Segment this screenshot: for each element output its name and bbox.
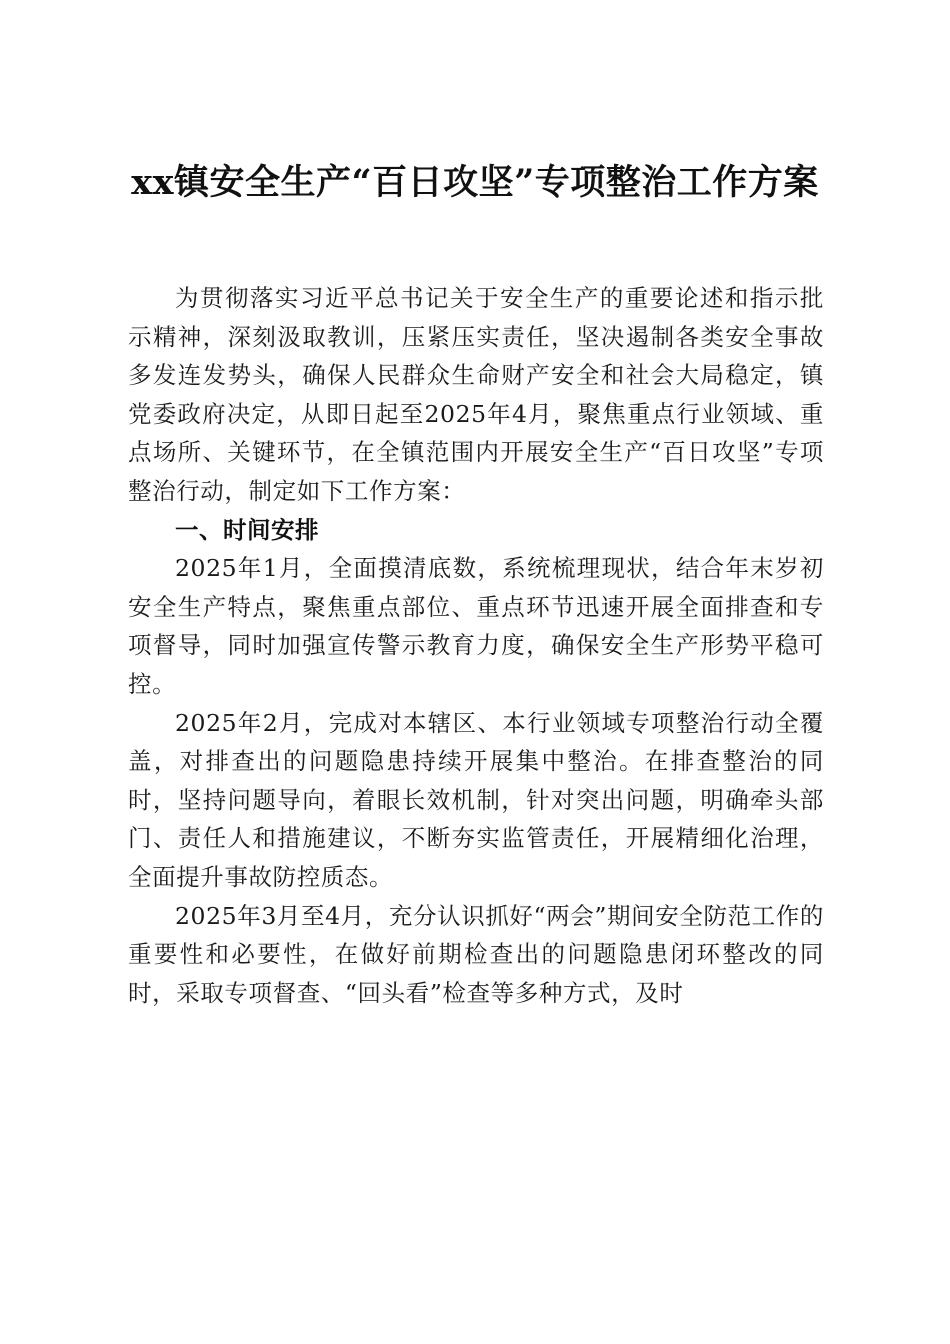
document-body	[128, 279, 824, 1012]
section-heading-schedule: 一、时间安排	[175, 515, 319, 544]
schedule-paragraph-january: 2025年1月，全面摸清底数，系统梳理现状，结合年末岁初安全生产特点，聚焦重点部位、重点环节迅速开展全面排查和专项督导，同时加强宣传警示教育力度，确保安全生产形势平稳可控。	[128, 554, 824, 698]
schedule-paragraph-february: 2025年2月，完成对本辖区、本行业领域专项整治行动全覆盖，对排查出的问题隐患持续开展集中整治。在排查整治的同时，坚持问题导向，着眼长效机制，针对突出问题，明确牵头部门、责任人和措施建议，不断夯实监管责任，开展精细化治理，全面提升事故防控质态。	[128, 708, 824, 891]
schedule-paragraph-march-april: 2025年3月至4月，充分认识抓好“两会”期间安全防范工作的重要性和必要性，在做好前期检查出的问题隐患闭环整改的同时，采取专项督查、“回头看”检查等多种方式，及时	[128, 901, 824, 1007]
intro-paragraph: 为贯彻落实习近平总书记关于安全生产的重要论述和指示批示精神，深刻汲取教训，压紧压实责任，坚决遏制各类安全事故多发连发势头，确保人民群众生命财产安全和社会大局稳定，镇党委政府决定，从即日起至2025年4月，聚焦重点行业领域、重点场所、关键环节，在全镇范围内开展安全生产“百日攻坚”专项整治行动，制定如下工作方案：	[128, 284, 824, 505]
document-title: xx镇安全生产“百日攻坚”专项整治工作方案	[131, 162, 819, 204]
